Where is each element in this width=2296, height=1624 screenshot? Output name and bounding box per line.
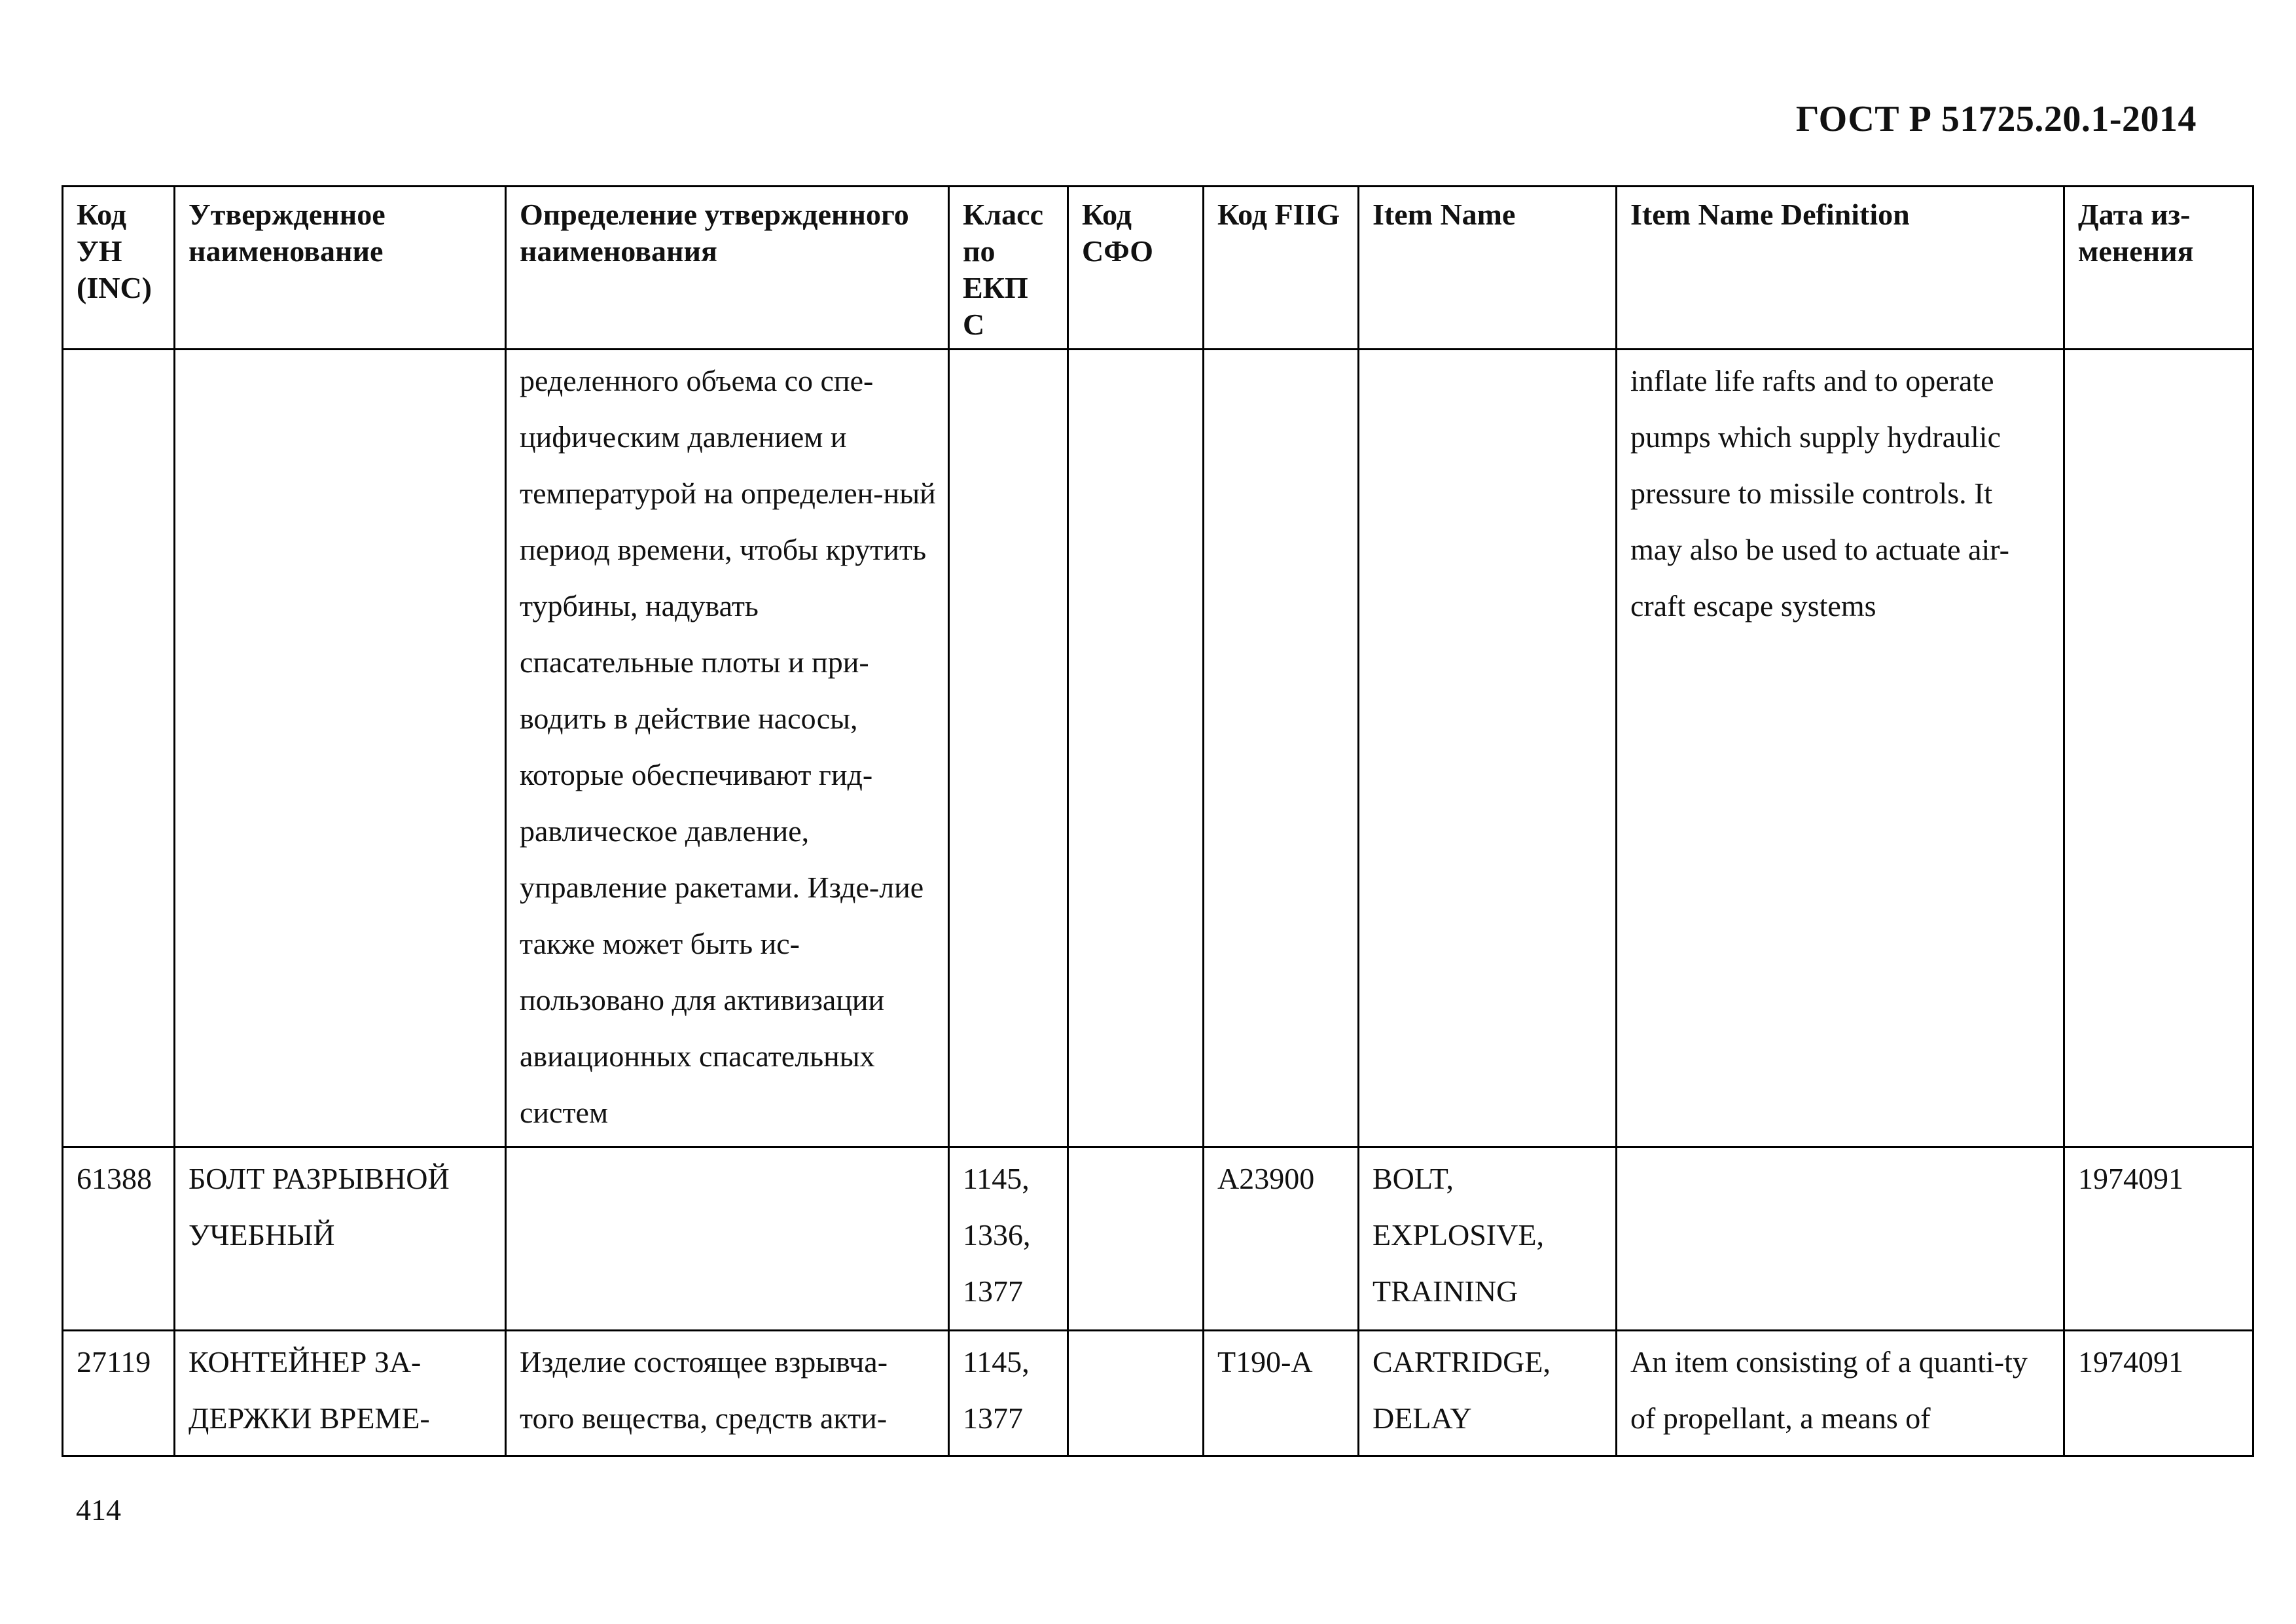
cell-inc: 61388 [63, 1147, 175, 1331]
cell-item-name-definition: An item consisting of a quanti-ty of propellant, a means of [1617, 1331, 2064, 1456]
col-approved-name-definition-header: Определение утвержденного наименования [506, 187, 949, 350]
table-row [63, 1331, 2253, 1456]
cell-approved-name: БОЛТ РАЗРЫВНОЙ УЧЕБНЫЙ [175, 1147, 506, 1331]
cell-approved-name-definition: Изделие состоящее взрывча-того вещества, средств акти- [506, 1331, 949, 1456]
cell-approved-name-definition [506, 1147, 949, 1331]
cell-approved-name: КОНТЕЙНЕР ЗА-ДЕРЖКИ ВРЕМЕ- [175, 1331, 506, 1456]
cell-change-date: 1974091 [2064, 1331, 2253, 1456]
col-approved-name-header: Утвержденное наименование [175, 187, 506, 350]
cell-item-name [1359, 350, 1617, 1147]
table-header-row [63, 187, 2253, 350]
cell-approved-name [175, 350, 506, 1147]
col-class-header: Класс по ЕКП С [949, 187, 1068, 350]
col-fiig-header: Код FIIG [1204, 187, 1359, 350]
cell-change-date: 1974091 [2064, 1147, 2253, 1331]
col-inc-header: Код УН (INC) [63, 187, 175, 350]
col-change-date-header: Дата из-менения [2064, 187, 2253, 350]
document-code: ГОСТ Р 51725.20.1-2014 [1795, 99, 2197, 139]
table-row [63, 350, 2253, 1147]
catalog-table [62, 185, 2254, 1457]
cell-item-name: CARTRIDGE, DELAY [1359, 1331, 1617, 1456]
cell-inc: 27119 [63, 1331, 175, 1456]
cell-class: 1145, 1377 [949, 1331, 1068, 1456]
col-sfo-header: Код СФО [1068, 187, 1204, 350]
cell-fiig [1204, 350, 1359, 1147]
table-row [63, 1147, 2253, 1331]
cell-item-name-definition: inflate life rafts and to operate pumps which supply hydraulic pressure to missile controls. It may also be used to actuate air-craft escape systems [1617, 350, 2064, 1147]
cell-change-date [2064, 350, 2253, 1147]
cell-sfo [1068, 1331, 1204, 1456]
cell-item-name-definition [1617, 1147, 2064, 1331]
cell-approved-name-definition: ределенного объема со спе-цифическим давлением и температурой на определен-ный период времени, чтобы крутить турбины, надувать спасательные плоты и при-водить в действие насосы, которые обеспечивают гид-равлическое давление, управление ракетами. Изде-лие также может быть ис-пользовано для активизации авиационных спасательных систем [506, 350, 949, 1147]
col-item-name-header: Item Name [1359, 187, 1617, 350]
cell-inc [63, 350, 175, 1147]
col-item-name-definition-header: Item Name Definition [1617, 187, 2064, 350]
cell-sfo [1068, 350, 1204, 1147]
cell-class [949, 350, 1068, 1147]
cell-item-name: BOLT, EXPLOSIVE, TRAINING [1359, 1147, 1617, 1331]
cell-sfo [1068, 1147, 1204, 1331]
cell-fiig: A23900 [1204, 1147, 1359, 1331]
cell-class: 1145, 1336, 1377 [949, 1147, 1068, 1331]
cell-fiig: T190-A [1204, 1331, 1359, 1456]
page-number: 414 [76, 1493, 121, 1526]
